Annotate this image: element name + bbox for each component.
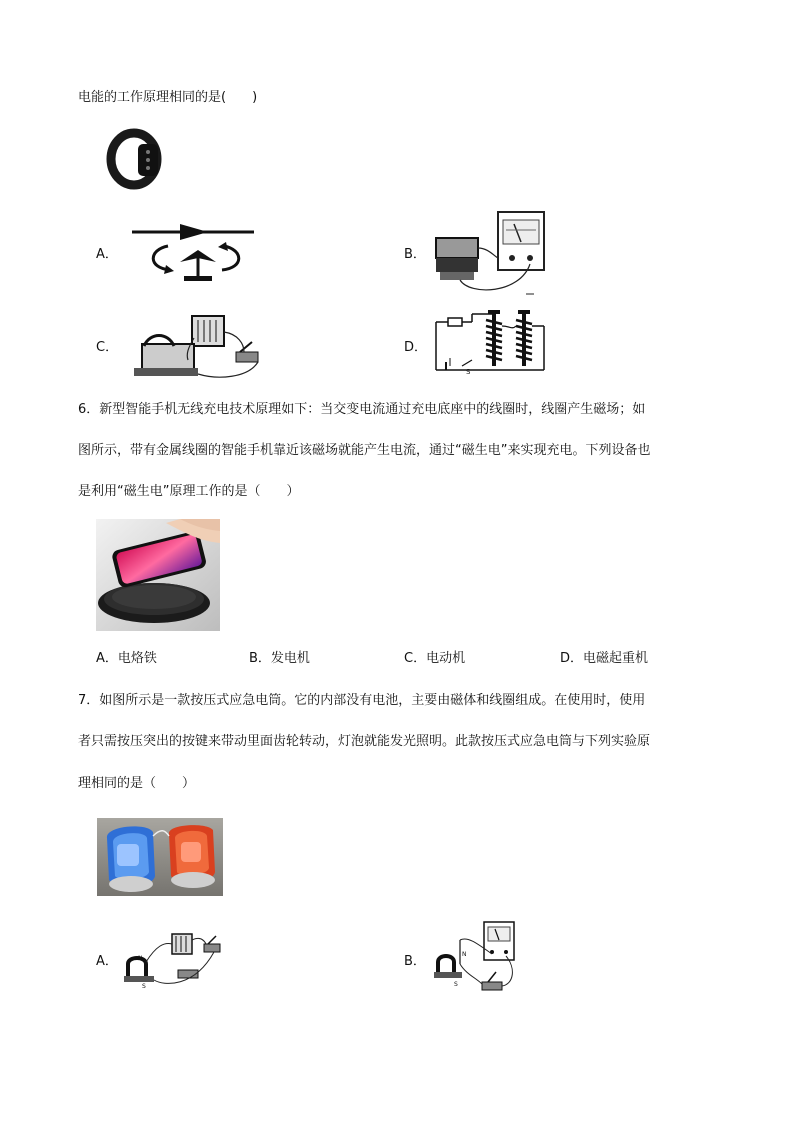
q7-option-a-diagram [124, 926, 224, 990]
q5-option-a-label: A． [96, 247, 118, 262]
q7-option-a-label: A． [96, 954, 118, 969]
q6-choice-c: C．电动机 [404, 651, 466, 666]
q6-choice-d: D．电磁起重机 [560, 651, 649, 666]
q6-line-2: 图所示，带有金属线圈的智能手机靠近该磁场就能产生电流，通过“磁生电”来实现充电。下列设备也 [78, 443, 651, 458]
svg-text:S: S [142, 983, 146, 990]
q5-option-c-label: C． [96, 340, 119, 355]
q5-option-b-label: B． [404, 247, 426, 262]
q5-option-d-diagram [432, 306, 548, 378]
q7-line-1: 7．如图所示是一款按压式应急电筒。它的内部没有电池，主要由磁体和线圈组成。在使用时，使用 [78, 693, 646, 708]
q7-line-2: 者只需按压突出的按键来带动里面齿轮转动，灯泡就能发光照明。此款按压式应急电筒与下列实验原 [78, 734, 651, 749]
q6-choice-b: B．发电机 [249, 651, 310, 666]
svg-text:S: S [454, 981, 458, 988]
svg-text:N: N [138, 955, 143, 962]
q5-option-a-diagram [128, 218, 258, 286]
q5-option-d-label: D． [404, 340, 428, 355]
flashlight-photo [97, 818, 223, 896]
q5-option-c-diagram [128, 308, 272, 382]
q7-option-b-diagram [432, 918, 528, 1000]
q5-option-b-diagram [430, 208, 550, 300]
q5-stem-tail: 电能的工作原理相同的是( ) [78, 90, 258, 105]
q7-option-b-label: B． [404, 954, 426, 969]
svg-text:N: N [462, 951, 467, 958]
q6-line-3: 是利用“磁生电”原理工作的是（ ） [78, 484, 300, 499]
smart-band-image [104, 128, 164, 190]
q6-choice-a: A．电烙铁 [96, 651, 157, 666]
svg-text:S: S [466, 368, 471, 376]
q6-line-1: 6．新型智能手机无线充电技术原理如下：当交变电流通过充电底座中的线圈时，线圈产生磁场；如 [78, 402, 646, 417]
wireless-charger-photo [96, 519, 220, 631]
q7-line-3: 理相同的是（ ） [78, 776, 196, 791]
